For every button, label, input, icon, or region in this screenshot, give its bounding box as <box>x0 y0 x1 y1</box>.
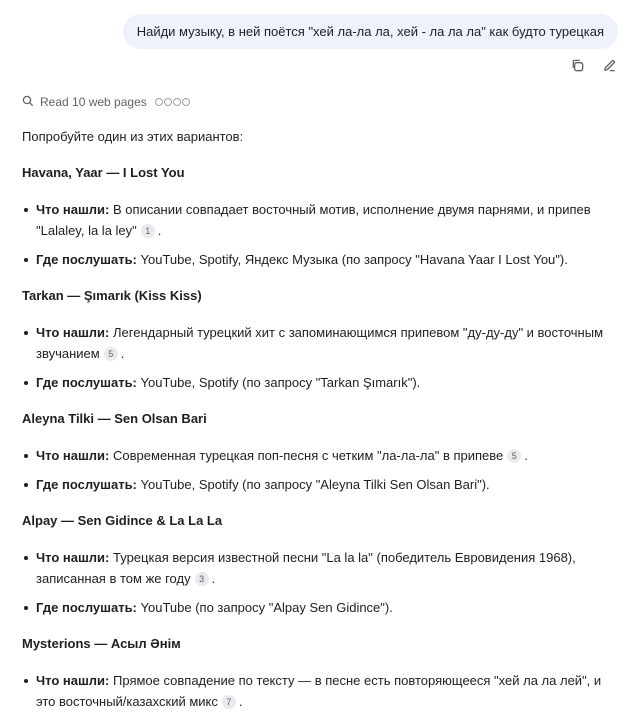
source-favicon-icon <box>155 98 163 106</box>
citation-badge[interactable]: 3 <box>195 572 209 586</box>
assistant-response <box>22 93 622 720</box>
listen-text: YouTube, Spotify, Яндекс Музыка (по запросу "Havana Yaar I Lost You"). <box>140 252 568 267</box>
source-favicon-icon <box>173 98 181 106</box>
message-actions <box>568 56 618 74</box>
citation-badge[interactable]: 7 <box>222 695 236 709</box>
listen-label: Где послушать: <box>36 252 137 267</box>
found-item <box>22 445 622 466</box>
song-title: Tarkan — Şımarık (Kiss Kiss) <box>22 288 202 303</box>
user-message: Найди музыку, в ней поётся "хей ла-ла ла, хей - ла ла ла" как будто турецкая <box>123 14 618 49</box>
song-block <box>22 511 622 618</box>
listen-label: Где послушать: <box>36 477 137 492</box>
found-item <box>22 199 622 241</box>
song-title: Mysterions — Асыл Әнім <box>22 636 181 651</box>
citation-badge[interactable]: 1 <box>141 224 155 238</box>
listen-text: YouTube (по запросу "Alpay Sen Gidince"). <box>140 600 393 615</box>
found-text: Легендарный турецкий хит с запоминающимся припевом "ду-ду-ду" и восточным звучанием <box>36 325 604 361</box>
found-label: Что нашли: <box>36 550 110 565</box>
found-item <box>22 547 622 589</box>
listen-item <box>22 597 622 618</box>
listen-item <box>22 249 622 270</box>
found-text: Современная турецкая поп-песня с четким "ла-ла-ла" в припеве <box>113 448 504 463</box>
found-text: Прямое совпадение по тексту — в песне есть повторяющееся "хей ла ла лей", и это восточный/казахский микс <box>36 673 602 709</box>
citation-badge[interactable]: 5 <box>104 347 118 361</box>
found-label: Что нашли: <box>36 202 110 217</box>
found-label: Что нашли: <box>36 673 110 688</box>
listen-item <box>22 372 622 393</box>
intro-text: Попробуйте один из этих вариантов: <box>22 129 244 144</box>
found-label: Что нашли: <box>36 325 110 340</box>
copy-icon[interactable] <box>568 56 586 74</box>
song-block <box>22 286 622 393</box>
music-note-icon <box>164 98 172 106</box>
period: . <box>157 223 162 238</box>
listen-label: Где послушать: <box>36 600 137 615</box>
sources-label: Read 10 web pages <box>40 95 147 109</box>
song-block <box>22 409 622 495</box>
search-icon <box>22 95 34 110</box>
link-icon <box>182 98 190 106</box>
found-text: В описании совпадает восточный мотив, исполнение двумя парнями, и припев "Lalaley, la la ley" <box>36 202 591 238</box>
period: . <box>211 571 216 586</box>
listen-text: YouTube, Spotify (по запросу "Tarkan Şımarık"). <box>140 375 421 390</box>
edit-icon[interactable] <box>600 56 618 74</box>
found-item <box>22 670 622 712</box>
period: . <box>524 448 528 463</box>
period: . <box>238 694 243 709</box>
song-block <box>22 163 622 270</box>
listen-label: Где послушать: <box>36 375 137 390</box>
found-label: Что нашли: <box>36 448 110 463</box>
user-message-row <box>123 14 618 49</box>
found-item <box>22 322 622 364</box>
song-title: Alpay — Sen Gidince & La La La <box>22 513 223 528</box>
sources-row[interactable] <box>22 93 622 111</box>
listen-item <box>22 474 622 495</box>
song-block <box>22 634 622 712</box>
found-text: Турецкая версия известной песни "La la la" (победитель Евровидения 1968), записанная в том же году <box>36 550 576 586</box>
citation-badge[interactable]: 5 <box>507 449 521 463</box>
listen-text: YouTube, Spotify (по запросу "Aleyna Tilki Sen Olsan Bari"). <box>140 477 490 492</box>
song-title: Havana, Yaar — I Lost You <box>22 165 185 180</box>
song-title: Aleyna Tilki — Sen Olsan Bari <box>22 411 207 426</box>
period: . <box>120 346 125 361</box>
source-favicons <box>155 98 190 106</box>
